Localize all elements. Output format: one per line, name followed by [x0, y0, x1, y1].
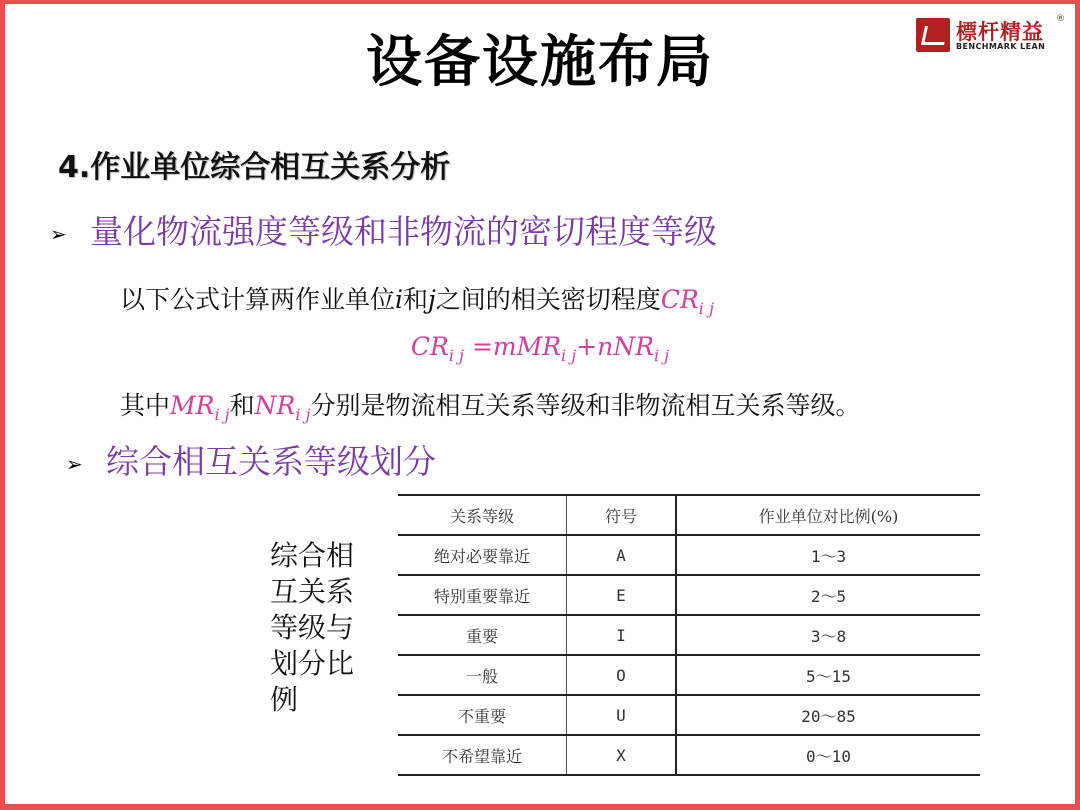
table-row [398, 615, 980, 655]
cell-grade: 不希望靠近 [398, 735, 567, 775]
relationship-grade-table [398, 494, 980, 776]
cell-symbol: O [567, 655, 677, 695]
bullet-quantify: 量化物流强度等级和非物流的密切程度等级 [90, 212, 717, 251]
cell-symbol: A [567, 535, 677, 575]
table-row [398, 655, 980, 695]
cell-ratio: 1～3 [676, 535, 980, 575]
table-header-row [398, 495, 980, 535]
slide-title: 设备设施布局 [366, 30, 714, 95]
logo-english-text: BENCHMARK LEAN [956, 42, 1046, 51]
logo-chinese-text: 標杆精益 [956, 20, 1044, 44]
bullet-arrow-icon: ➢ [50, 222, 67, 246]
cell-symbol: X [567, 735, 677, 775]
cell-symbol: U [567, 695, 677, 735]
cell-ratio: 0～10 [676, 735, 980, 775]
header-ratio: 作业单位对比例(%) [676, 495, 980, 535]
logo-mark-icon [916, 18, 950, 52]
cell-ratio: 20～85 [676, 695, 980, 735]
table-row [398, 695, 980, 735]
cell-grade: 不重要 [398, 695, 567, 735]
table-row [398, 535, 980, 575]
cell-ratio: 3～8 [676, 615, 980, 655]
cell-ratio: 5～15 [676, 655, 980, 695]
company-logo [916, 14, 1066, 58]
header-grade: 关系等级 [398, 495, 567, 535]
registered-mark: ® [1056, 14, 1065, 24]
cell-symbol: I [567, 615, 677, 655]
cell-grade: 绝对必要靠近 [398, 535, 567, 575]
formula-cr: $CR_{i j} =mMR_{i j}+nNR_{i j}$ [410, 332, 670, 365]
cell-grade: 重要 [398, 615, 567, 655]
table-side-label: 综合相互关系等级与划分比例 [270, 539, 355, 716]
table-row [398, 575, 980, 615]
section-heading: 4.作业单位综合相互关系分析 [58, 150, 451, 185]
bullet-classification: 综合相互关系等级划分 [106, 442, 436, 481]
cell-grade: 特别重要靠近 [398, 575, 567, 615]
cell-ratio: 2～5 [676, 575, 980, 615]
bullet-arrow-icon: ➢ [66, 452, 83, 476]
formula-intro: 以下公式计算两作业单位i和j之间的相关密切程度$CR_{i j}$ [120, 285, 714, 318]
cell-grade: 一般 [398, 655, 567, 695]
table-row [398, 735, 980, 775]
formula-explanation: 其中$MR_{i j}$和$NR_{i j}$分别是物流相互关系等级和非物流相互关系等级。 [120, 391, 861, 424]
cell-symbol: E [567, 575, 677, 615]
header-symbol: 符号 [567, 495, 677, 535]
